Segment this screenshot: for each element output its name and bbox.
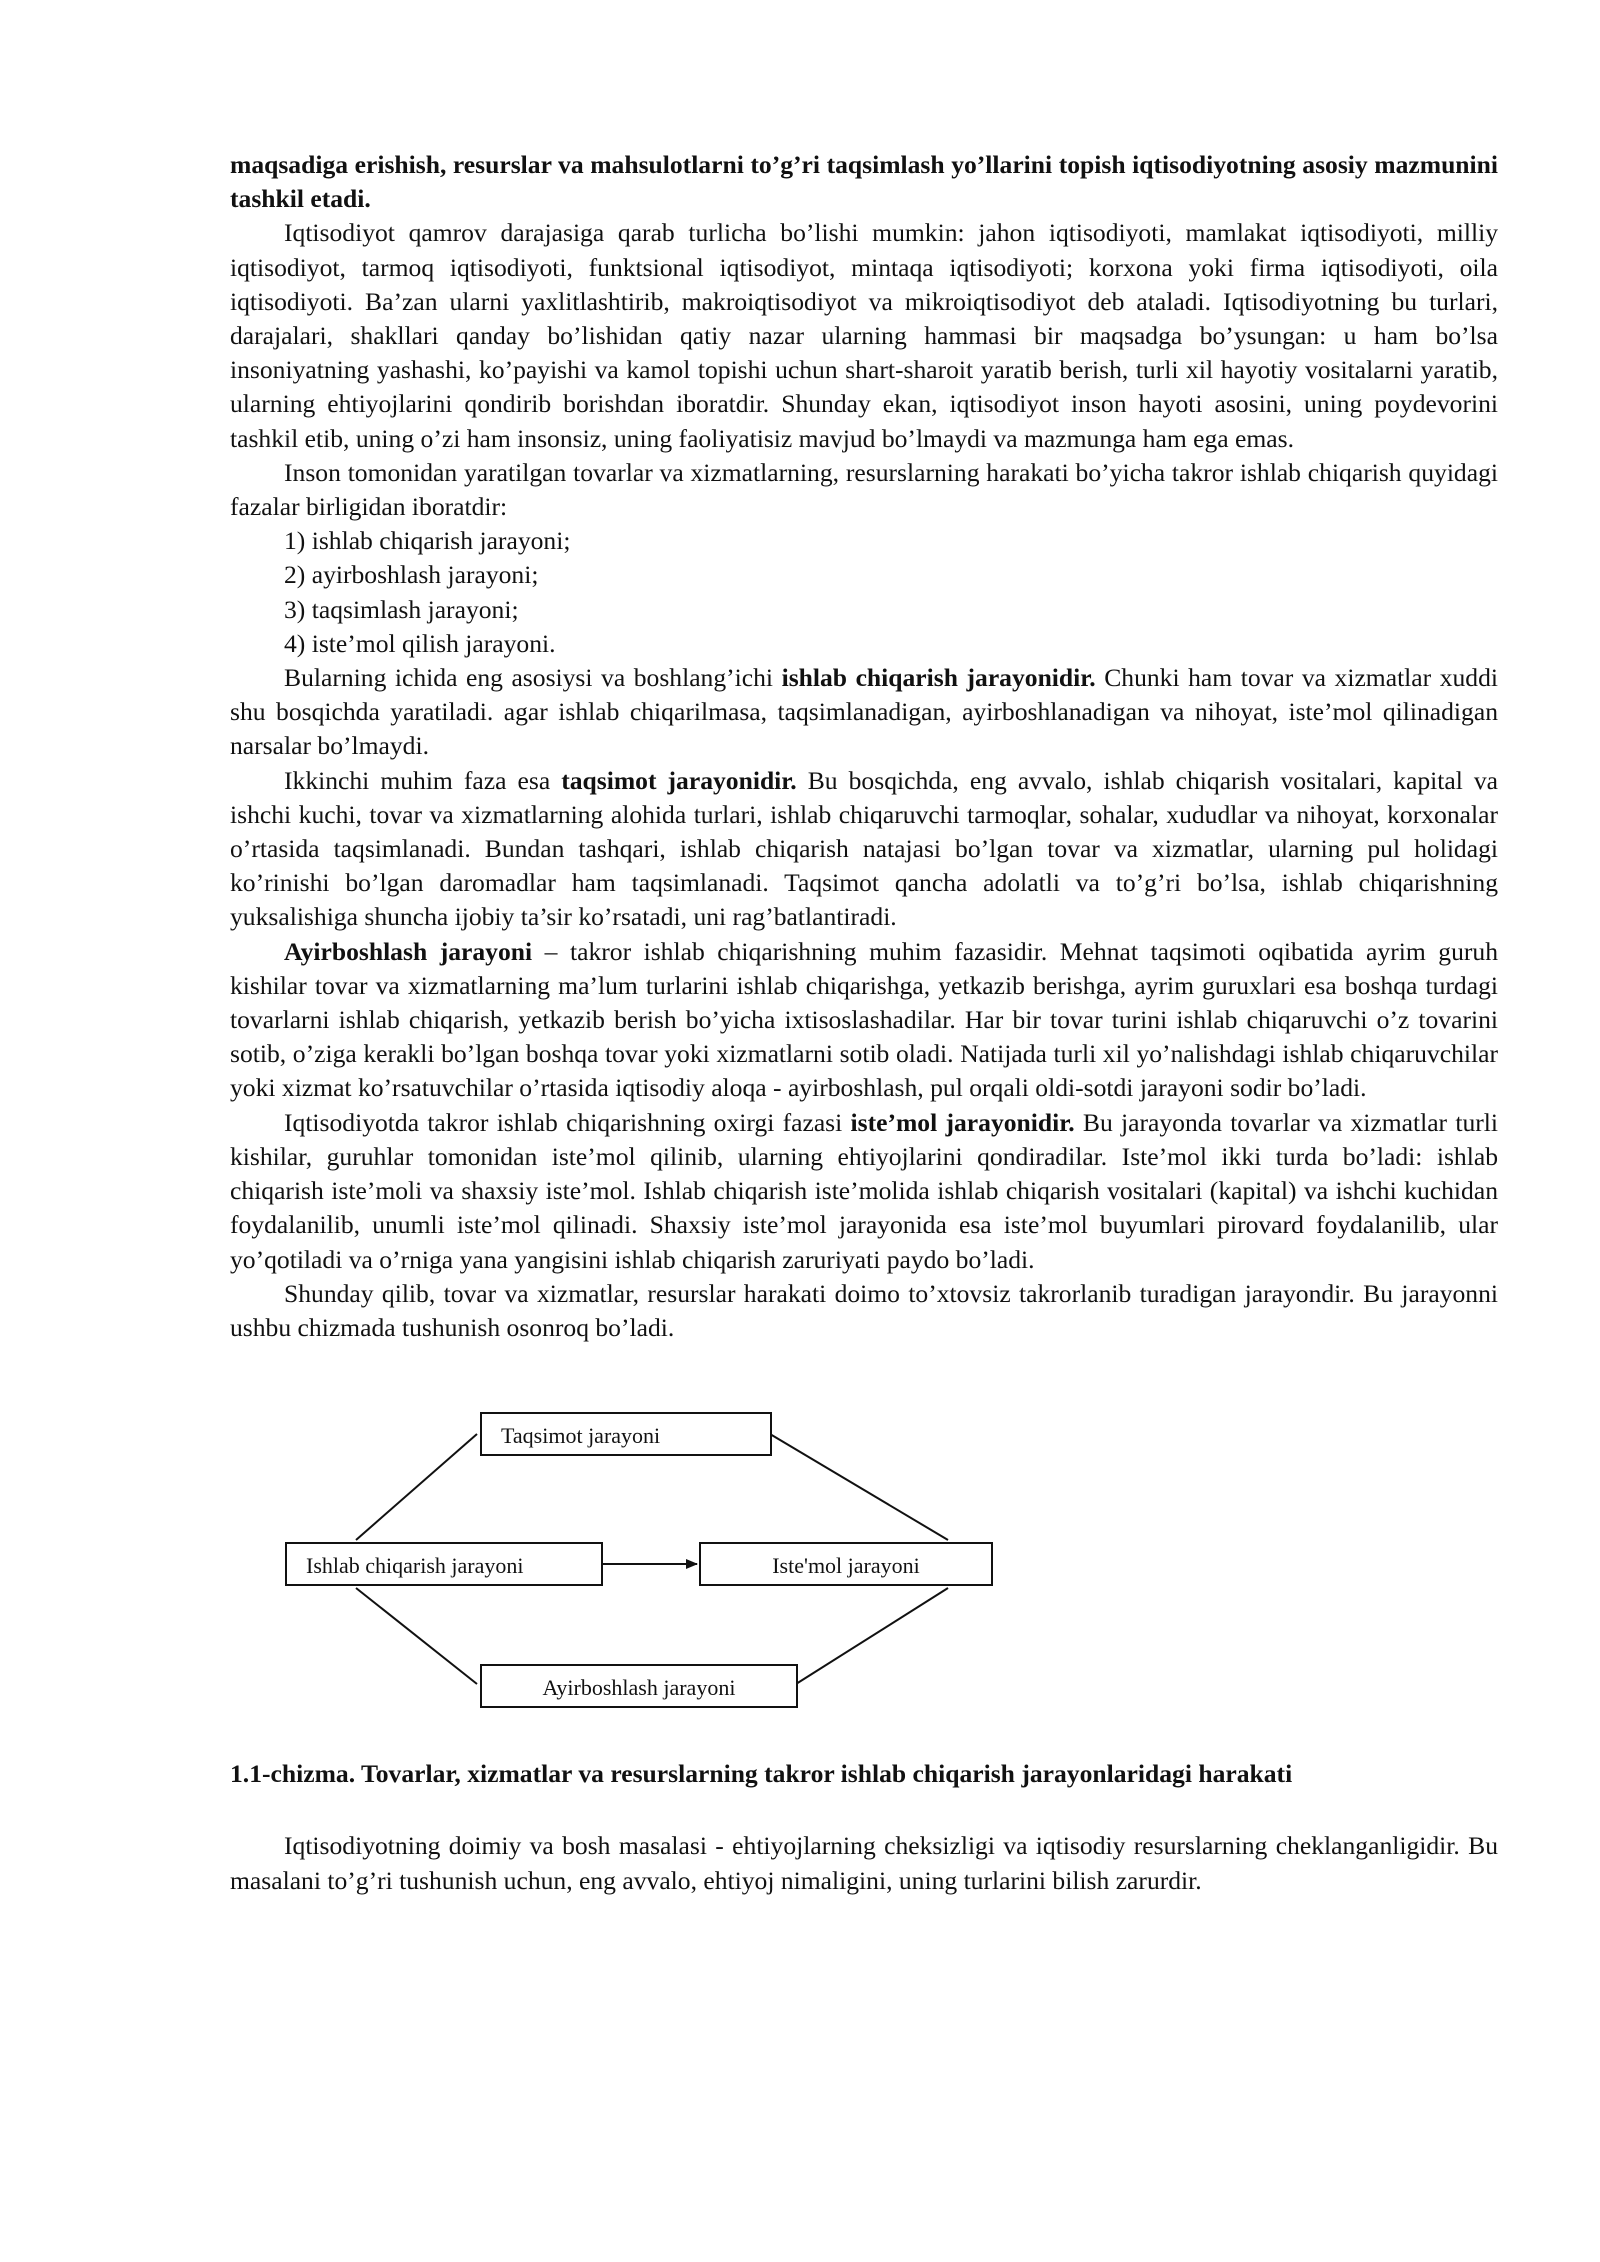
- list-item-exchange: 2) ayirboshlash jarayoni;: [284, 560, 539, 590]
- connector-left-bottom: [356, 1588, 477, 1684]
- text-run: Ikkinchi muhim faza esa: [284, 765, 562, 795]
- paragraph-intro-bold: maqsadiga erishish, resurslar va mahsulotlarni to’g’ri taqsimlash yo’llarini topish iqtisodiyotning asosiy mazmunini tashkil etadi.: [230, 150, 1498, 214]
- node-distribution: [480, 1412, 772, 1456]
- node-production-label: Ishlab chiqarish jarayoni: [306, 1553, 524, 1579]
- text-run: Chunki ham tovar va xizmatlar xuddi shu bosqichda yaratiladi. agar ishlab chiqarilmasa, taqsimlanadigan, ayirboshlanadigan va nihoyat, iste’mol qilinadigan narsalar bo’lmaydi.: [230, 663, 1499, 761]
- text-run: Bularning ichida eng asosiysi va boshlang’ichi: [284, 663, 782, 693]
- list-item-consumption: 4) iste’mol qilish jarayoni.: [284, 628, 556, 658]
- paragraph-economy-levels: Iqtisodiyot qamrov darajasiga qarab turlicha bo’lishi mumkin: jahon iqtisodiyoti, mamlakat iqtisodiyoti, milliy iqtisodiyot, tarmoq iqtisodiyoti, funktsional iqtisodiyot, mintaqa iqtisodiyoti; korxona yoki firma iqtisodiyoti, oila iqtisodiyoti. Ba’zan ularni yaxlitlashtirib, makroiqtisodiyot va mikroiqtisodiyot deb ataladi. Iqtisodiyotning bu turlari, darajalari, shakllari qanday bo’lishidan qatiy nazar ularning hammasi bir maqsadga bo’ysungan: u ham bo’lsa insoniyatning yashashi, ko’payishi va kamol topishi uchun shart-sharoit yaratib berish, turli xil hayotiy vositalarni yaratib, ularning ehtiyojlarini qondirib borishdan iboratdir. Shunday ekan, iqtisodiyot inson hayoti asosini, uning poydevorini tashkil etib, uning o’zi ham insonsiz, uning faoliyatisiz mavjud bo’lmaydi va mazmunga ham ega emas.: [230, 218, 1498, 453]
- paragraph-exchange: [230, 935, 1498, 1106]
- paragraph-conclusion: Shunday qilib, tovar va xizmatlar, resurslar harakati doimo to’xtovsiz takrorlanib turadigan jarayondir. Bu jarayonni ushbu chizmada tushunish osonroq bo’ladi.: [230, 1278, 1498, 1342]
- term-exchange: Ayirboshlash jarayoni: [284, 936, 533, 966]
- node-production: [285, 1542, 603, 1586]
- term-distribution: taqsimot jarayonidir.: [561, 765, 797, 795]
- connector-top-right: [770, 1434, 948, 1540]
- list-item-distribution: 3) taqsimlash jarayoni;: [284, 594, 519, 624]
- list-item-production: 1) ishlab chiqarish jarayoni;: [284, 526, 571, 556]
- paragraph-distribution: [230, 764, 1498, 935]
- figure-caption: 1.1-chizma. Tovarlar, xizmatlar va resurslarning takror ishlab chiqarish jarayonlaridagi harakati: [230, 1759, 1293, 1789]
- node-consumption: [699, 1542, 993, 1586]
- connector-left-top: [356, 1434, 477, 1540]
- reproduction-cycle-diagram: [230, 1365, 1498, 1725]
- text-run: Bu bosqichda, eng avvalo, ishlab chiqarish vositalari, kapital va ishchi kuchi, tovar va xizmatlarning alohida turlari, ishlab chiqaruvchi tarmoqlar, sohalar, xududlar va nihoyat, korxonalar o’rtasida taqsimlanadi. Bundan tashqari, ishlab chiqarish natajasi bo’lgan tovar va xizmatlar, ularning pul holidagi ko’rinishi bo’lgan daromadlar ham taqsimlanadi. Taqsimot qancha adolatli va to’g’ri bo’lsa, ishlab chiqarishning yuksalishiga shuncha ijobiy ta’sir ko’rsatadi, uni rag’batlantiradi.: [230, 765, 1498, 932]
- node-consumption-label: Iste'mol jarayoni: [772, 1553, 920, 1579]
- text-run: Bu jarayonda tovarlar va xizmatlar turli kishilar, guruhlar tomonidan iste’mol qilinib, ularning ehtiyojlarini qondiradilar. Iste’mol ikki turda bo’ladi: ishlab chiqarish iste’moli va shaxsiy iste’mol. Ishlab chiqarish iste’molida ishlab chiqarish vositalari (kapital) va ishchi kuchidan foydalanilib, unumli iste’mol qilinadi. Shaxsiy iste’mol jarayonida esa iste’mol buyumlari pirovard foydalanilib, ular yo’qotiladi va o’rniga yana yangisini ishlab chiqarish zaruriyati paydo bo’ladi.: [230, 1107, 1498, 1274]
- document-page: [230, 148, 1498, 1898]
- term-consumption: iste’mol jarayonidir.: [850, 1107, 1075, 1137]
- paragraph-reproduction-phases: Inson tomonidan yaratilgan tovarlar va xizmatlarning, resurslarning harakati bo’yicha takror ishlab chiqarish quyidagi fazalar birligidan iboratdir:: [230, 457, 1498, 522]
- node-exchange-label: Ayirboshlash jarayoni: [542, 1675, 736, 1701]
- term-production: ishlab chiqarish jarayonidir.: [781, 663, 1096, 693]
- paragraph-production: [230, 661, 1498, 764]
- text-run: Iqtisodiyotda takror ishlab chiqarishning oxirgi fazasi: [284, 1107, 851, 1137]
- node-distribution-label: Taqsimot jarayoni: [501, 1423, 661, 1449]
- text-run: – takror ishlab chiqarishning muhim fazasidir. Mehnat taqsimoti oqibatida ayrim guruh kishilar tovar va xizmatlarning ma’lum turlarini ishlab chiqarishga, yetkazib berishga, ayrim guruxlari esa boshqa turdagi tovarlarni ishlab chiqarish, yetkazib berish bo’yicha ixtisoslashadilar. Har bir tovar turini ishlab chiqaruvchi o’z tovarini sotib, o’ziga kerakli bo’lgan boshqa tovar yoki xizmatlarni sotib oladi. Natijada turli xil yo’nalishdagi ishlab chiqaruvchilar yoki xizmat ko’rsatuvchilar o’rtasida iqtisodiy aloqa - ayirboshlash, pul orqali oldi-sotdi jarayoni sodir bo’ladi.: [230, 936, 1498, 1103]
- paragraph-consumption: [230, 1106, 1498, 1277]
- connector-bottom-right: [796, 1588, 948, 1684]
- paragraph-needs: Iqtisodiyotning doimiy va bosh masalasi - ehtiyojlarning cheksizligi va iqtisodiy resurslarning cheklanganligidir. Bu masalani to’g’ri tushunish uchun, eng avvalo, ehtiyoj nimaligini, uning turlarini bilish zarurdir.: [230, 1831, 1498, 1895]
- node-exchange: [480, 1664, 798, 1708]
